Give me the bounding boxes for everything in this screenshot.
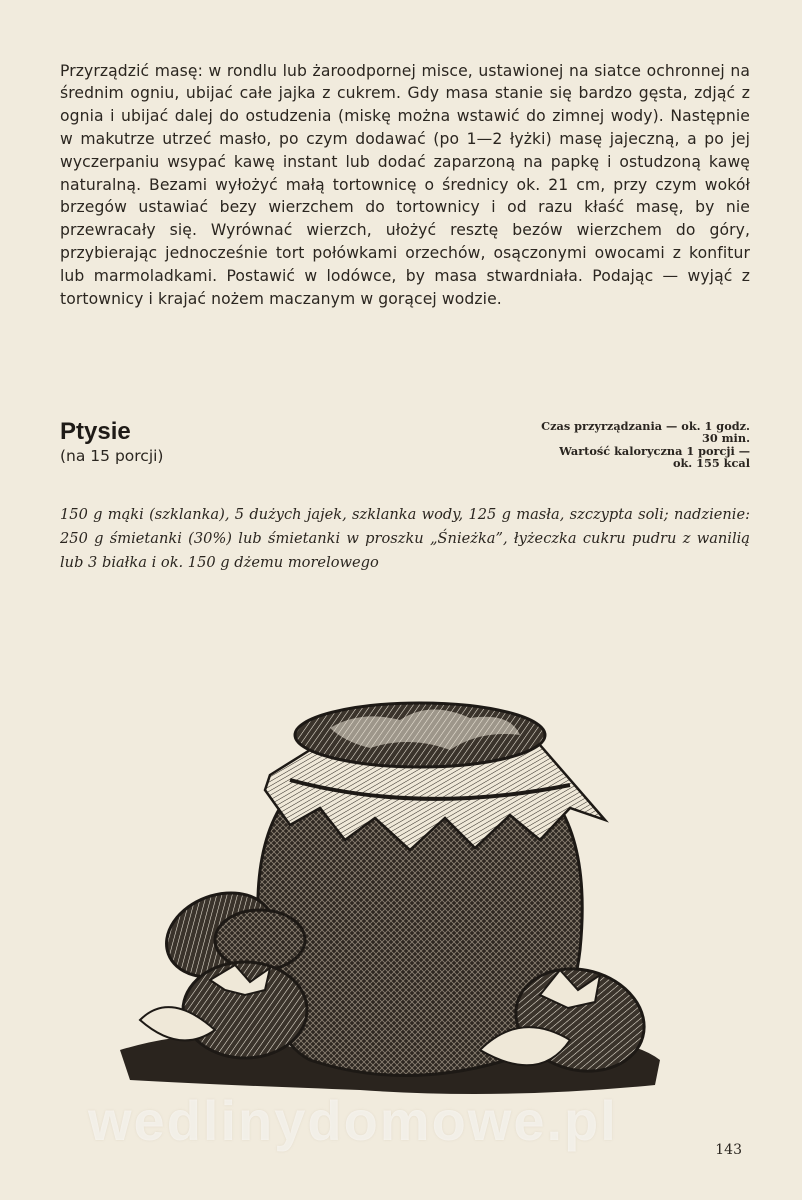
ingredients-list: 150 g mąki (szklanka), 5 dużych jajek, szklanka wody, 125 g masła, szczypta soli; nadzienie: 250 g śmietanki (30%) lub śmietanki w proszku „Śnieżka”, łyżeczka cukru pudru z wanilią lub 3 białka i ok. 150 g dżemu morelowego [60, 505, 750, 571]
prep-time-line-1: Czas przyrządzania — ok. 1 godz. [541, 419, 750, 433]
strawberry-left-top [215, 910, 305, 970]
recipe-title: Ptysie [60, 418, 131, 445]
recipe-portions: (na 15 porcji) [60, 447, 164, 465]
page-number: 143 [715, 1142, 742, 1158]
watermark: wedlinydomowe.pl [88, 1089, 618, 1152]
calories-line-1: Wartość kaloryczna 1 porcji — [559, 443, 750, 458]
prep-time-line-2: 30 min. [701, 431, 750, 446]
calories-line-2: ok. 155 kcal [672, 456, 750, 471]
jam-jar-illustration [100, 690, 670, 1110]
recipe-meta [460, 420, 750, 470]
intro-paragraph: Przyrządzić masę: w rondlu lub żaroodpornej misce, ustawionej na siatce ochronnej na średnim ogniu, ubijać całe jajka z cukrem. Gdy masa stanie się bardzo gęsta, zdjąć z ognia i ubijać dalej do ostudzenia (miskę można wstawić do zimnej wody). Następnie w makutrze utrzeć masło, po czym dodawać (po 1—2 łyżki) masę jajeczną, a po jej wyczerpaniu wsypać kawę instant lub dodać zaparzoną na papkę i ostudzoną kawę naturalną. Bezami wyłożyć małą tortownicę o średnicy ok. 21 cm, przy czym wokół brzegów ustawiać bezy wierzchem do tortownicy i od razu kłaść masę, by nie przewracały się. Wyrównać wierzch, ułożyć resztę bezów wierzchem do góry, przybierając jednocześnie tort połówkami orzechów, osączonymi owocami z konfitur lub marmoladkami. Postawić w lodówce, by masa stwardniała. Podając — wyjąć z tortownicy i krajać nożem maczanym w gorącej wodzie. [60, 61, 750, 308]
